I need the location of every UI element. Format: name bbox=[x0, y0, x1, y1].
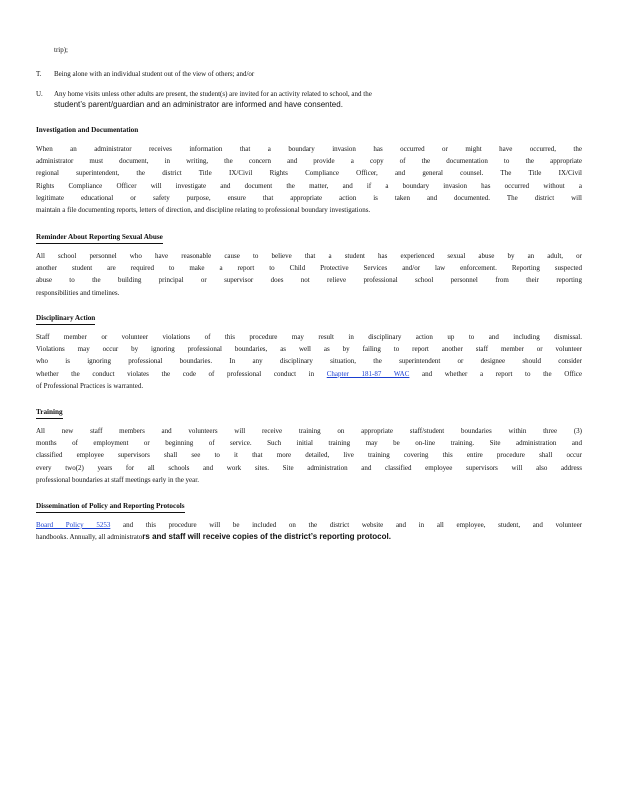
list-item-u-continued: student’s parent/guardian and an administrator are informed and have consented. bbox=[54, 100, 343, 109]
heading-investigation: Investigation and Documentation bbox=[36, 126, 139, 134]
text-line-tail: and whether a report to the Office bbox=[422, 369, 583, 378]
board-policy-5253-link[interactable]: Board Policy 5253 bbox=[36, 521, 111, 529]
text-line: Staff member or volunteer violations of this procedure may result in disciplinary action up to and including dismissal. bbox=[36, 333, 582, 341]
text-line: When an administrator receives information that a boundary invasion has occurred or might have occurred, the bbox=[36, 145, 582, 153]
text-line: maintain a file documenting reports, letters of direction, and discipline relating to professional boundary investigations. bbox=[36, 206, 371, 215]
text-line-with-link bbox=[36, 368, 582, 380]
text-line: and this procedure will be included on the district website and in all employee, student, and volunteer bbox=[123, 521, 583, 529]
heading-dissemination: Dissemination of Policy and Reporting Protocols bbox=[36, 501, 185, 513]
list-item-u: Any home visits unless other adults are present, the student(s) are invited for an activity related to school, and the bbox=[54, 90, 372, 98]
text-line-with-link bbox=[36, 519, 582, 531]
text-line: legitimate educational or safety purpose, ensure that appropriate action is taken and documented. The district will bbox=[36, 193, 582, 202]
text-line bbox=[36, 531, 582, 543]
list-item-t: Being alone with an individual student out of the view of others; and/or bbox=[54, 70, 255, 78]
text-line: another student are required to make a report to Child Protective Services and/or law enforcement. Reporting suspected bbox=[36, 264, 582, 273]
chapter-181-87-wac-link[interactable]: Chapter 181-87 WAC bbox=[326, 369, 410, 378]
para-reminder bbox=[36, 250, 582, 299]
text-line: Rights Compliance Officer will investigate and document the matter, and if a boundary invasion has occurred without a bbox=[36, 181, 582, 190]
para-disciplinary bbox=[36, 331, 582, 392]
text-line: whether the conduct violates the code of professional conduct in bbox=[36, 369, 315, 378]
text-line: professional boundaries at staff meetings early in the year. bbox=[36, 475, 199, 484]
text-line: responsibilities and timelines. bbox=[36, 288, 120, 297]
text-line: every two(2) years for all schools and work sites. Site administration and classified employee supervisors will also address bbox=[36, 463, 582, 472]
para-training bbox=[36, 425, 582, 486]
text-line: months of employment or beginning of service. Such initial training may be on-line training. Site administration and bbox=[36, 439, 582, 448]
text-line: All new staff members and volunteers will receive training on appropriate staff/student boundaries within three (3) bbox=[36, 427, 582, 435]
text-line: of Professional Practices is warranted. bbox=[36, 381, 144, 390]
heading-disciplinary: Disciplinary Action bbox=[36, 313, 95, 325]
para-investigation bbox=[36, 143, 582, 216]
text-line: administrator must document, in writing, the concern and provide a copy of the documentation to the appropriate bbox=[36, 157, 582, 166]
text-line-start: handbooks. Annually, all administrato bbox=[36, 533, 143, 542]
heading-training: Training bbox=[36, 407, 63, 419]
list-marker-t: T. bbox=[36, 70, 42, 78]
list-marker-u: U. bbox=[36, 90, 43, 98]
para-dissemination bbox=[36, 519, 582, 543]
list-item-fragment: trip); bbox=[54, 46, 68, 54]
text-line: regional superintendent, the district Title IX/Civil Rights Compliance Officer, and general counsel. The Title IX/Civil bbox=[36, 169, 582, 178]
text-line-end: rs and staff will receive copies of the district’s reporting protocol. bbox=[142, 532, 391, 542]
text-line: classified employee supervisors shall see to it that more detailed, live training covering this entire procedure shall occur bbox=[36, 451, 582, 460]
text-line: abuse to the building principal or supervisor does not relieve professional school personnel from their reporting bbox=[36, 276, 582, 285]
heading-reminder: Reminder About Reporting Sexual Abuse bbox=[36, 232, 163, 244]
text-line: Violations may occur by ignoring professional boundaries, as well as by failing to report another staff member or volunteer bbox=[36, 345, 582, 354]
text-line: All school personnel who have reasonable cause to believe that a student has experienced sexual abuse by an adult, or bbox=[36, 252, 582, 260]
text-line: who is ignoring professional boundaries. In any disciplinary situation, the superintendent or designee should consider bbox=[36, 357, 582, 366]
